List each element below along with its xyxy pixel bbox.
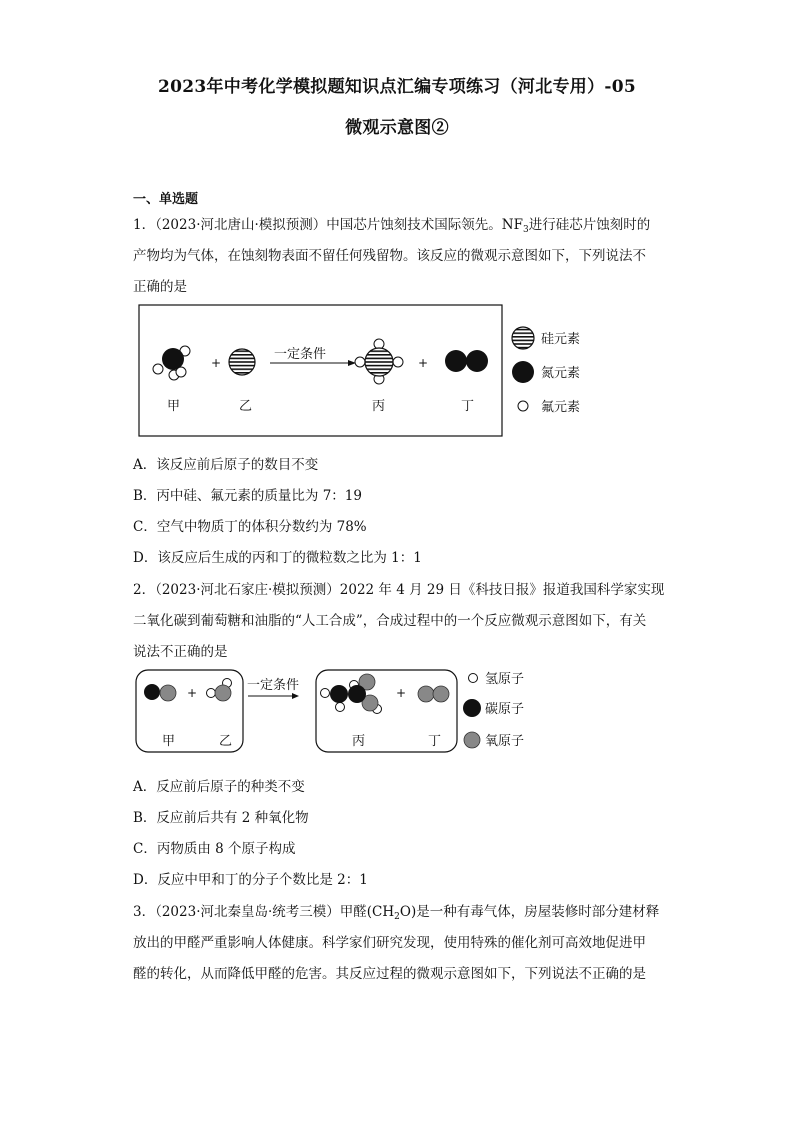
page-title-line1: 2023年中考化学模拟题知识点汇编专项练习（河北专用）-05	[157, 77, 637, 97]
q1-legend-si: 硅元素	[541, 332, 581, 347]
q2-option-b: B．反应前后共有 2 种氧化物	[133, 810, 309, 826]
q3-line-1: 3．（2023·河北秦皇岛·统考三模）甲醛$(CH_2O)$是一种有毒气体，房屋装修时部分建材释	[133, 904, 660, 922]
q2-legend-c-swatch	[463, 699, 481, 717]
q2-label-ding: 丁	[428, 734, 442, 749]
q2-arrow-head	[292, 693, 299, 699]
q2-line-1: 2．（2023·河北石家庄·模拟预测）2022 年 4 月 29 日《科技日报》报道我国科学家实现	[133, 582, 665, 598]
q1-molecule-jia	[153, 346, 190, 380]
q1-plus-1: +	[211, 356, 222, 370]
q1-line-3: 正确的是	[133, 279, 187, 295]
q2-option-c: C．丙物质由 8 个原子构成	[133, 841, 296, 857]
section-heading: 一、单选题	[133, 192, 199, 207]
q1-reaction-diagram	[130, 300, 630, 440]
q3-line-3: 醛的转化，从而降低甲醛的危害。其反应过程的微观示意图如下，下列说法不正确的是	[133, 966, 646, 982]
q1-label-bing: 丙	[372, 399, 386, 414]
page-title-line2: 微观示意图②	[345, 118, 449, 138]
q2-option-d: D．反应中甲和丁的分子个数比是 2：1	[133, 872, 368, 888]
q1-legend-f: 氟元素	[541, 400, 581, 415]
q1-molecule-bing	[355, 339, 403, 384]
q1-option-a: A．该反应前后原子的数目不变	[133, 457, 319, 473]
q1-diagram-frame	[139, 305, 502, 436]
q1-legend-n: 氮元素	[541, 366, 581, 381]
q1-plus-2: +	[418, 356, 429, 370]
q2-condition-label: 一定条件	[247, 678, 300, 693]
q2-molecule-yi	[207, 679, 232, 702]
q2-legend-o: 氧原子	[485, 734, 525, 749]
q2-option-a: A．反应前后原子的种类不变	[133, 779, 305, 795]
q1-label-yi: 乙	[239, 399, 253, 414]
q2-label-bing: 丙	[352, 734, 366, 749]
q2-line-2: 二氧化碳到葡萄糖和油脂的“人工合成”，合成过程中的一个反应微观示意图如下，有关	[133, 613, 647, 629]
q2-line-3: 说法不正确的是	[133, 644, 228, 660]
q1-option-d: D．该反应后生成的丙和丁的微粒数之比为 1：1	[133, 550, 422, 566]
q2-legend-h-swatch	[469, 674, 478, 683]
q1-option-c: C．空气中物质丁的体积分数约为 78%	[133, 519, 367, 535]
q3-line-2: 放出的甲醛严重影响人体健康。科学家们研究发现，使用特殊的催化剂可高效地促进甲	[133, 935, 646, 951]
q1-legend-f-swatch	[518, 401, 528, 411]
q1-line-1: 1．（2023·河北唐山·模拟预测）中国芯片蚀刻技术国际领先。$NF_3$进行硅芯片蚀刻时的	[133, 217, 651, 235]
q1-legend-n-swatch	[512, 361, 534, 383]
q1-label-ding: 丁	[461, 399, 475, 414]
q1-condition-label: 一定条件	[274, 347, 327, 362]
q1-legend-si-swatch	[512, 327, 534, 349]
q2-molecule-ding	[418, 686, 449, 702]
q2-legend-o-swatch	[464, 732, 480, 748]
q2-molecule-jia	[144, 684, 176, 701]
q1-molecule-yi	[229, 349, 255, 375]
q2-plus-1: +	[187, 686, 198, 700]
q2-legend-c: 碳原子	[485, 702, 525, 717]
q2-legend-h: 氢原子	[485, 672, 525, 687]
q2-label-jia: 甲	[162, 734, 176, 749]
q1-line-2: 产物均为气体，在蚀刻物表面不留任何残留物。该反应的微观示意图如下，下列说法不	[133, 248, 646, 264]
q2-molecule-bing	[321, 674, 382, 714]
q2-reaction-diagram	[130, 665, 550, 755]
q2-plus-2: +	[396, 686, 407, 700]
q1-option-b: B．丙中硅、氟元素的质量比为 7：19	[133, 488, 362, 504]
q1-label-jia: 甲	[167, 399, 181, 414]
q1-molecule-ding	[445, 350, 488, 372]
q2-label-yi: 乙	[219, 734, 233, 749]
